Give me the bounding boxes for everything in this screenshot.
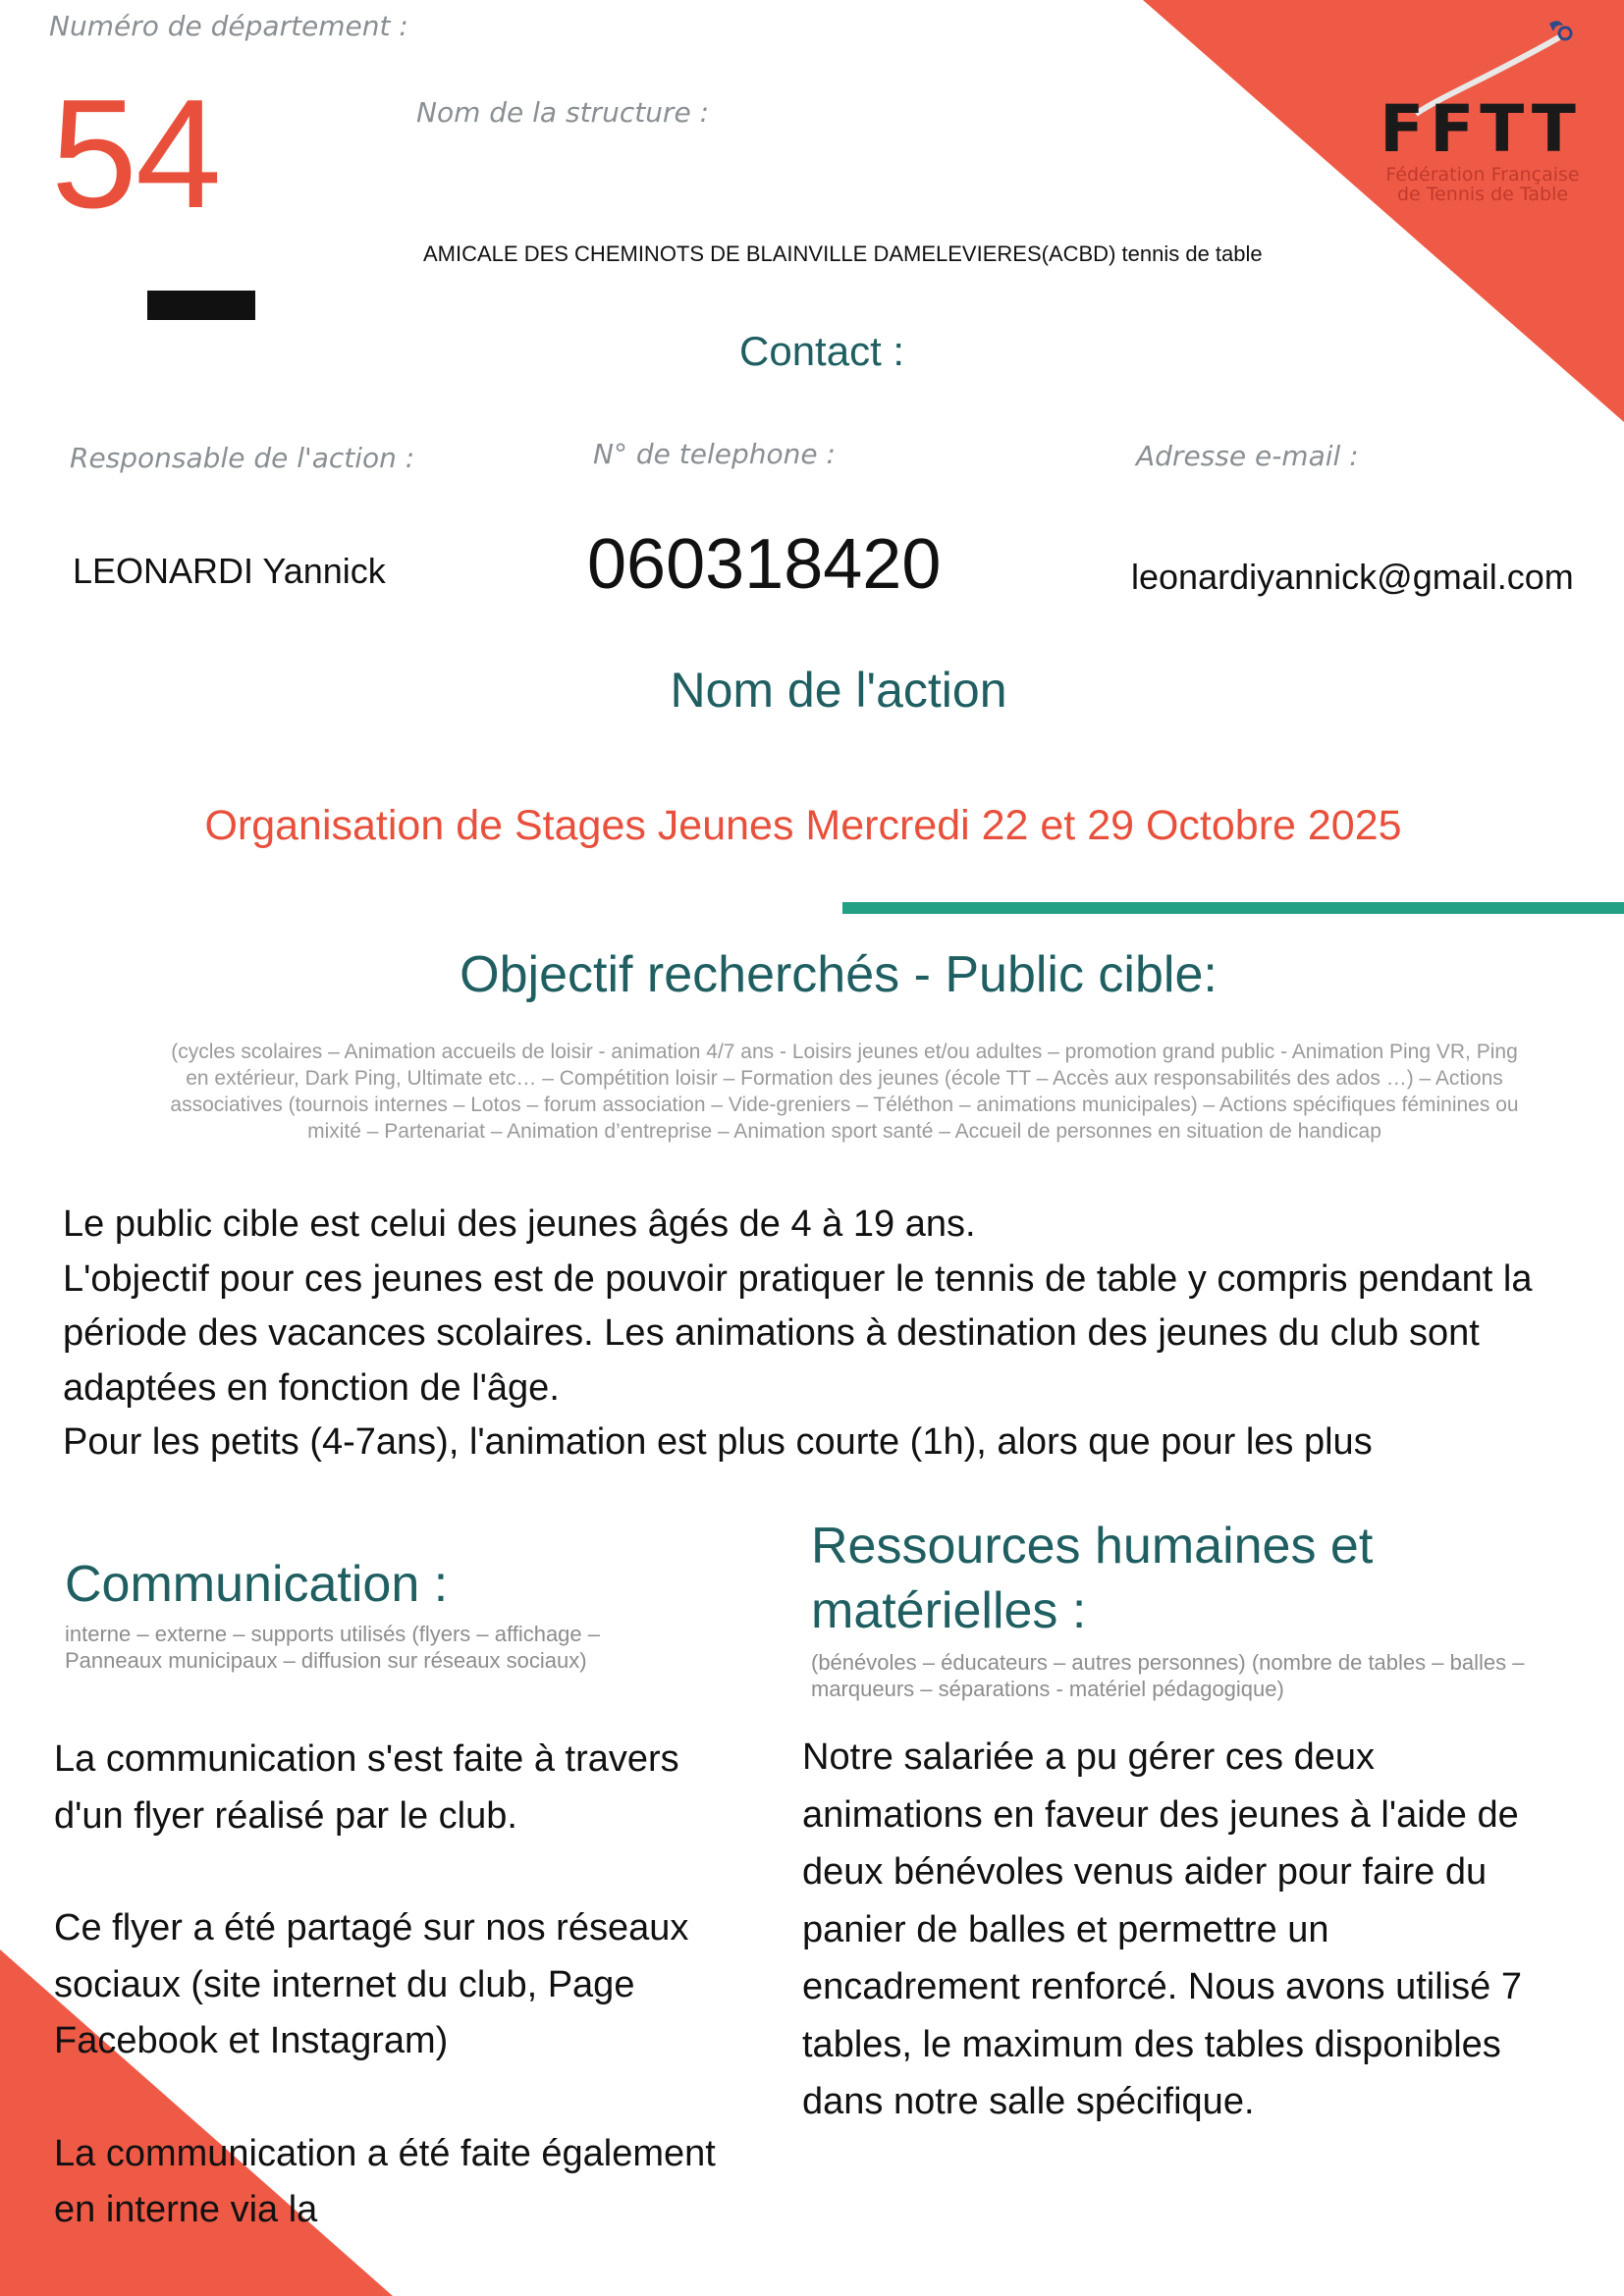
objectives-paragraph: Pour les petits (4-7ans), l'animation est plus courte (1h), alors que pour les plus <box>63 1421 1373 1463</box>
phone-label: N° de telephone : <box>593 438 836 470</box>
responsible-name: LEONARDI Yannick <box>73 551 386 591</box>
resources-body: Notre salariée a pu gérer ces deux animations en faveur des jeunes à l'aide de deux bénévoles venus aider pour faire du panier de balles et permettre un encadrement renforcé. Nous avons utilisé 7 tables, le maximum des tables disponibles dans notre salle spécifique. <box>802 1736 1522 2122</box>
section-divider <box>842 902 1624 914</box>
communication-title: Communication : <box>65 1556 449 1613</box>
objectives-hint: (cycles scolaires – Animation accueils de loisir - animation 4/7 ans - Loisirs jeunes et/ou adultes – promotion grand public - Animation Ping VR, Ping en extérieur, Dark Ping, Ultimate etc… – Compétition loisir – Formation des jeunes (école TT – Accès aux responsabilités des ados …) – Actions associatives (tournois internes – Lotos – forum association – Vide-greniers – Téléthon – animations municipales) – Actions spécifiques féminines ou mixité – Partenariat – Animation d’entreprise – Animation sport santé – Accueil de personnes en situation de handicap <box>170 1041 1519 1143</box>
objectives-title: Objectif recherchés - Public cible: <box>460 946 1218 1003</box>
redaction-bar <box>147 291 255 320</box>
communication-paragraph: La communication s'est faite à travers d'un flyer réalisé par le club. <box>54 1738 679 1837</box>
email-address: leonardiyannick@gmail.com <box>1131 557 1574 597</box>
communication-hint: interne – externe – supports utilisés (flyers – affichage – Panneaux municipaux – diffusion sur réseaux sociaux) <box>65 1622 601 1673</box>
contact-title: Contact : <box>739 328 905 374</box>
objectives-paragraph: Le public cible est celui des jeunes âgés de 4 à 19 ans. <box>63 1203 976 1245</box>
department-number: 54 <box>51 68 220 240</box>
action-title: Nom de l'action <box>670 663 1007 718</box>
resources-hint: (bénévoles – éducateurs – autres personnes) (nombre de tables – balles – marqueurs – séparations - matériel pédagogique) <box>811 1650 1525 1701</box>
communication-paragraph: Ce flyer a été partagé sur nos réseaux sociaux (site internet du club, Page Facebook et Instagram) <box>54 1907 689 2061</box>
objectives-paragraph: L'objectif pour ces jeunes est de pouvoir pratiquer le tennis de table y compris pendant la période des vacances scolaires. Les animations à destination des jeunes du club sont adaptées en fonction de l'âge. <box>63 1257 1533 1409</box>
communication-paragraph: La communication a été faite également en interne via la <box>54 2132 716 2230</box>
phone-number: 060318420 <box>587 525 942 604</box>
structure-name: AMICALE DES CHEMINOTS DE BLAINVILLE DAMELEVIERES(ACBD) tennis de table <box>423 241 1263 266</box>
objectives-body <box>63 1198 1575 1482</box>
responsible-label: Responsable de l'action : <box>70 442 415 474</box>
department-label: Numéro de département : <box>49 10 408 42</box>
logo-caption-line-1: Fédération Française <box>1385 164 1580 186</box>
structure-label: Nom de la structure : <box>416 96 710 129</box>
resources-title: Ressources humaines et matérielles : <box>811 1518 1374 1639</box>
communication-body <box>54 1732 722 2239</box>
logo-letters: FFTT <box>1380 91 1582 167</box>
logo-caption-line-2: de Tennis de Table <box>1396 184 1569 205</box>
email-label: Adresse e-mail : <box>1136 440 1359 472</box>
action-name: Organisation de Stages Jeunes Mercredi 22 et 29 Octobre 2025 <box>204 802 1402 849</box>
